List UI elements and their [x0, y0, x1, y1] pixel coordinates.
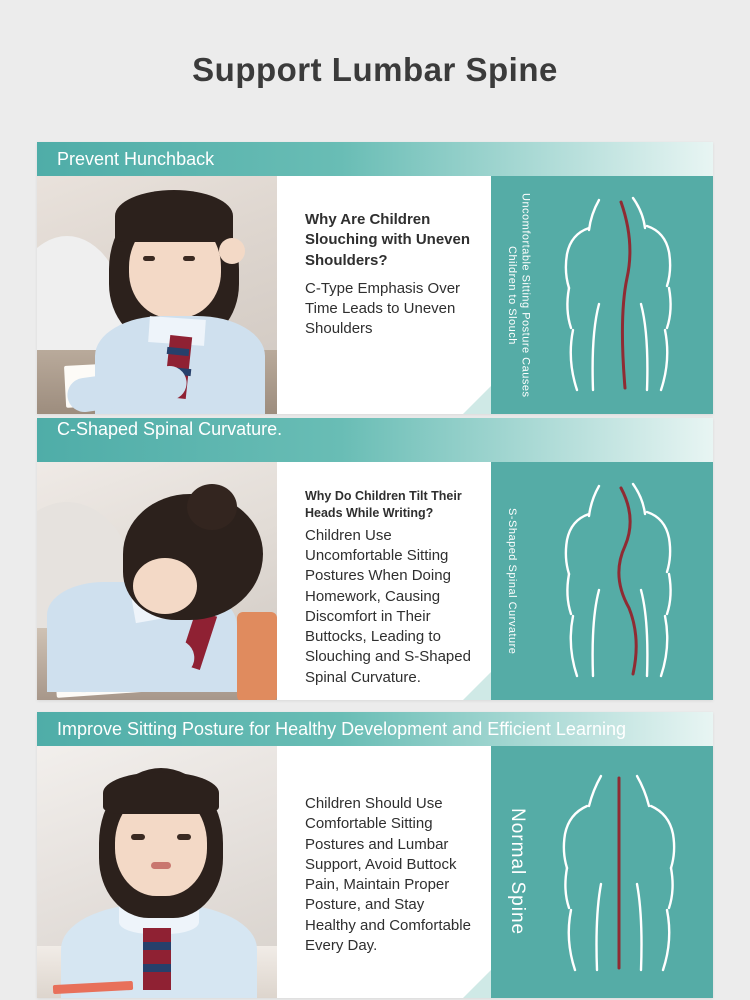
section-header-label-3: Improve Sitting Posture for Healthy Development and Efficient Learning — [57, 718, 626, 739]
spine-label-1: Uncomfortable Sitting Posture Causes Children to Slouch — [506, 192, 532, 398]
section-improve-sitting-posture — [37, 712, 713, 998]
section-body-1 — [37, 176, 713, 414]
c-curve-spine-illustration — [537, 184, 707, 406]
text-block-3-1: Children Should Use Comfortable Sitting Postures and Lumbar Support, Avoid Buttock Pain, Maintain Proper Posture, and Stay Healthy and Comfortable Every Day. — [305, 795, 471, 954]
photo-girl-head-down — [37, 462, 277, 700]
text-column-3 — [277, 746, 491, 998]
section-c-shaped-spinal-curvature — [37, 418, 713, 700]
photo-girl-slouching — [37, 176, 277, 414]
corner-accent-1 — [463, 386, 491, 414]
text-column-2 — [277, 462, 491, 700]
s-curve-spine-illustration — [537, 470, 707, 692]
section-body-3 — [37, 746, 713, 998]
photo-girl-upright — [37, 746, 277, 998]
section-header-2 — [37, 418, 713, 462]
page-title: Support Lumbar Spine — [192, 51, 558, 88]
spine-label-2: S-Shaped Spinal Curvature — [506, 507, 519, 655]
spine-label-3: Normal Spine — [506, 808, 528, 936]
corner-accent-3 — [463, 970, 491, 998]
spine-panel-1 — [491, 176, 713, 414]
text-block-1-1: Why Are Children Slouching with Uneven Shoulders? — [305, 211, 471, 269]
section-prevent-hunchback — [37, 142, 713, 414]
text-block-1-2: C-Type Emphasis Over Time Leads to Uneven Shoulders — [305, 279, 461, 338]
section-header-1 — [37, 142, 713, 176]
corner-accent-2 — [463, 672, 491, 700]
text-block-2-1: Why Do Children Tilt Their Heads While Writing? — [305, 489, 462, 520]
section-header-3 — [37, 712, 713, 746]
text-block-2-2: Children Use Uncomfortable Sitting Postures When Doing Homework, Causing Discomfort in Their Buttocks, Leading to Slouching and S-Shaped Spinal Curvature. — [305, 526, 471, 686]
spine-panel-2 — [491, 462, 713, 700]
normal-spine-illustration — [537, 762, 707, 984]
section-header-label-2: C-Shaped Spinal Curvature. — [57, 419, 283, 439]
section-body-2 — [37, 462, 713, 700]
section-header-label-1: Prevent Hunchback — [57, 148, 215, 169]
spine-panel-3 — [491, 746, 713, 998]
text-column-1 — [277, 176, 491, 414]
